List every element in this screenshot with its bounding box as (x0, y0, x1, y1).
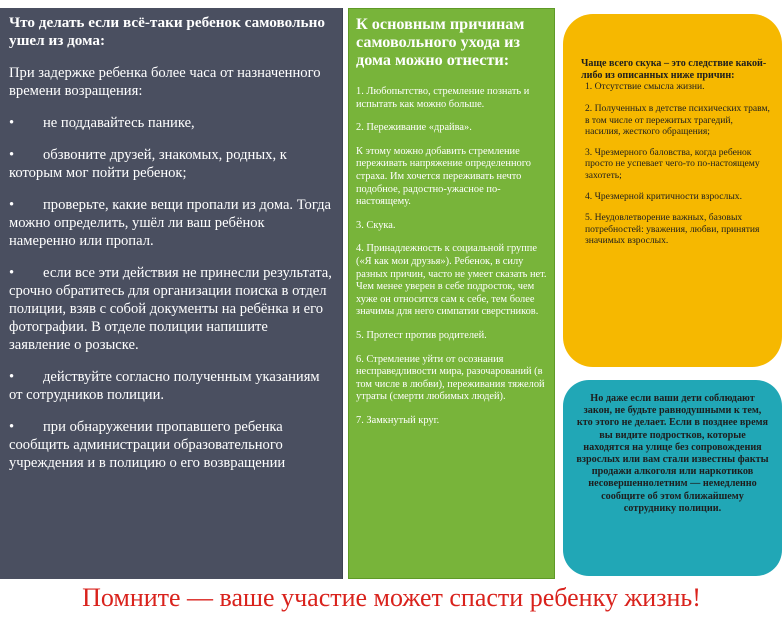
list-item (9, 368, 333, 404)
footer-slogan: Помните — ваше участие может спасти ребенку жизнь! (82, 583, 701, 612)
reason-item: 7. Замкнутый круг. (356, 414, 440, 426)
reason-item: 1. Любопытство, стремление познать и испытать как можно больше. (356, 86, 530, 110)
list-item (9, 146, 333, 182)
cause-item: 1. Отсутствие смысла жизни. (585, 81, 705, 92)
bullet-icon: • (9, 147, 15, 163)
reason-item: 4. Принадлежность к социальной группе («Я как мои друзья»). Ребенок, в силу разных причин, часто не умеет сказать нет. Чем менее уверен в себе подросток, чем хуже он относится сам к себе, тем более значимы для него симпатии сверстников. (356, 243, 547, 318)
cause-item: 2. Полученных в детстве психических травм, в том числе от пережитых трагедий, насилия, жесткого обращения; (585, 103, 770, 137)
list-item-text: если все эти действия не принесли результата, срочно обратитесь для организации поиска в отдел полиции, взяв с собой документы на ребёнка и его фотографии. В отделе полиции напишите заявление о розыске. (9, 265, 332, 353)
boredom-causes-box (563, 14, 782, 367)
left-panel (0, 8, 343, 579)
list-item (9, 114, 333, 132)
cause-item: 4. Чрезмерной критичности взрослых. (585, 191, 742, 203)
middle-panel-title: К основным причинам самовольного ухода из дома можно отнести: (356, 15, 525, 69)
warning-box (563, 380, 782, 576)
left-panel-intro: При задержке ребенка более часа от назначенного времени возращения: (9, 65, 321, 99)
reason-item: К этому можно добавить стремление переживать напряжение определенного страха. Им хочется переживать нечто подобное, радостно-ужасное по-настоящему. (356, 145, 531, 208)
list-item (9, 264, 333, 354)
bullet-icon: • (9, 197, 15, 213)
list-item-text: обзвоните друзей, знакомых, родных, к которым мог пойти ребенок; (9, 147, 287, 181)
list-item-text: действуйте согласно полученным указаниям от сотрудников полиции. (9, 369, 320, 403)
bullet-icon: • (9, 419, 15, 435)
reason-item: 3. Скука. (356, 219, 396, 231)
reason-item: 2. Переживание «драйва». (356, 122, 472, 134)
warning-text: Но даже если ваши дети соблюдают закон, не будьте равнодушными к тем, кто этого не делает. Если в позднее время вы видите подростков, которые находятся на улице без сопровождения взрослых или вам стали известны факты продажи алкоголя или наркотиков несовершеннолетним — немедленно сообщите об этом ближайшему сотруднику полиции. (576, 393, 769, 514)
bullet-icon: • (9, 369, 15, 385)
cause-item: 5. Неудовлетворение важных, базовых потребностей: уважения, любви, принятия значимых взрослых. (585, 212, 760, 246)
cause-item: 3. Чрезмерного баловства, когда ребенок просто не успевает чего-то по-настоящему захотеть; (585, 147, 760, 181)
left-panel-title: Что делать если всё-таки ребенок самовольно ушел из дома: (9, 14, 325, 49)
middle-panel (348, 8, 555, 579)
boredom-causes-title: Чаще всего скука – это следствие какой-либо из описанных ниже причин: (581, 58, 767, 81)
reason-item: 5. Протест против родителей. (356, 329, 487, 341)
bullet-icon: • (9, 115, 15, 131)
list-item (9, 418, 333, 472)
reason-item: 6. Стремление уйти от осознания несправедливости мира, разочарований (в том числе в любви), переживания тяжелой утраты (смерти любимых людей). (356, 353, 545, 403)
list-item-text: проверьте, какие вещи пропали из дома. Тогда можно определить, ушёл ли ваш ребёнок намеренно или пропал. (9, 197, 331, 249)
list-item-text: при обнаружении пропавшего ребенка сообщить администрации образовательного учреждения и в полицию о его возвращении (9, 419, 286, 471)
list-item-text: не поддавайтесь панике, (43, 115, 195, 131)
bullet-icon: • (9, 265, 15, 281)
list-item (9, 196, 333, 250)
